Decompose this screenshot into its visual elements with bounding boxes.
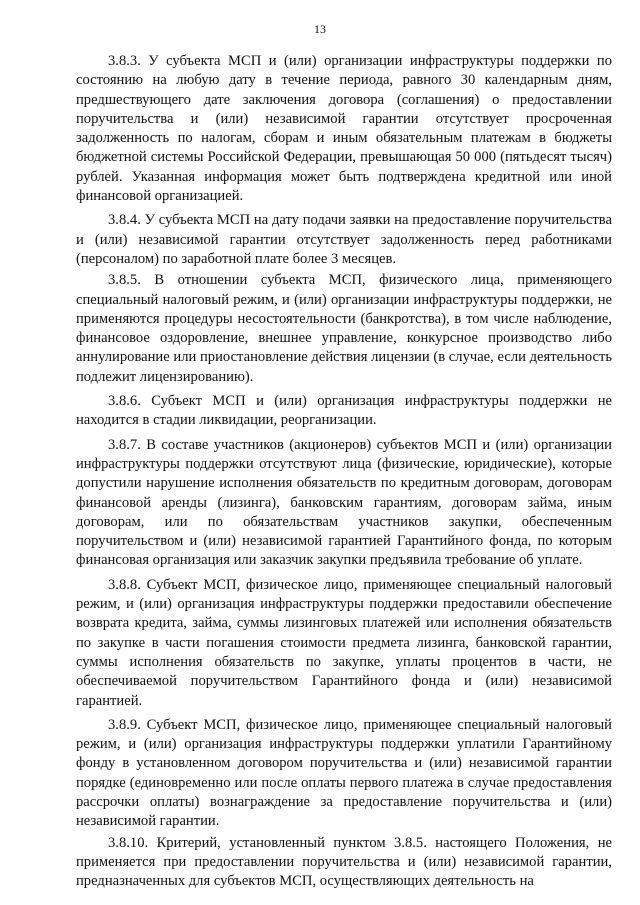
- paragraph-3-8-3: 3.8.3. У субъекта МСП и (или) организации инфраструктуры поддержки по состоянию на любую дату в течение периода, равного 30 календарным дням, предшествующего дате заключения договора (соглашения) о предоставлении поручительства и (или) независимой гарантии отсутствует просроченная задолженность по налогам, сборам и иным обязательным платежам в бюджеты бюджетной системы Российской Федерации, превышающая 50 000 (пятьдесят тысяч) рублей. Указанная информация может быть подтверждена кредитной или иной финансовой организацией.: [76, 53, 612, 205]
- paragraph-3-8-9: 3.8.9. Субъект МСП, физическое лицо, применяющее специальный налоговый режим, и (или) организация инфраструктуры поддержки уплатили Гарантийному фонду в установленном договором поручительства и (или) независимой гарантии порядке (единовременно или после оплаты первого платежа в случае предоставления рассрочки оплаты) вознаграждение за предоставление поручительства и (или) независимой гарантии.: [76, 716, 612, 830]
- paragraph-3-8-7: 3.8.7. В составе участников (акционеров) субъектов МСП и (или) организации инфраструктуры поддержки отсутствуют лица (физические, юридические), которые допустили нарушение исполнения обязательств по кредитным договорам, договорам финансовой аренды (лизинга), банковским гарантиям, договорам займа, иным договорам, или по обязательствам участников закупки, обеспеченным поручительством и (или) независимой гарантией Гарантийного фонда, по которым финансовая организация или заказчик закупки предъявила требование об уплате.: [76, 436, 612, 569]
- document-body: [76, 52, 612, 896]
- paragraph-3-8-6: 3.8.6. Субъект МСП и (или) организация инфраструктуры поддержки не находится в стадии ликвидации, реорганизации.: [76, 393, 612, 429]
- paragraph-3-8-8: 3.8.8. Субъект МСП, физическое лицо, применяющее специальный налоговый режим, и (или) организация инфраструктуры поддержки предоставили обеспечение возврата кредита, займа, суммы лизинговых платежей или исполнения обязательств по закупке в части погашения стоимости предмета лизинга, банковской гарантии, суммы исполнения обязательств по закупке, уплаты процентов в части, не обеспечиваемой поручительством Гарантийного фонда и (или) независимой гарантией.: [76, 576, 612, 709]
- paragraph-3-8-10: 3.8.10. Критерий, установленный пунктом 3.8.5. настоящего Положения, не применяется при предоставлении поручительства и (или) независимой гарантии, предназначенных для субъектов МСП, осуществляющих деятельность на: [76, 834, 612, 890]
- paragraph-3-8-4: 3.8.4. У субъекта МСП на дату подачи заявки на предоставление поручительства и (или) независимой гарантии отсутствует задолженность перед работниками (персоналом) по заработной плате более 3 месяцев.: [76, 212, 612, 267]
- paragraph-3-8-5: 3.8.5. В отношении субъекта МСП, физического лица, применяющего специальный налоговый режим, и (или) организации инфраструктуры поддержки, не применяются процедуры несостоятельности (банкротства), в том числе наблюдение, финансовое оздоровление, внешнее управление, конкурсное производство либо аннулирование или приостановление действия лицензии (в случае, если деятельность подлежит лицензированию).: [76, 272, 612, 385]
- page-number: 13: [314, 22, 326, 36]
